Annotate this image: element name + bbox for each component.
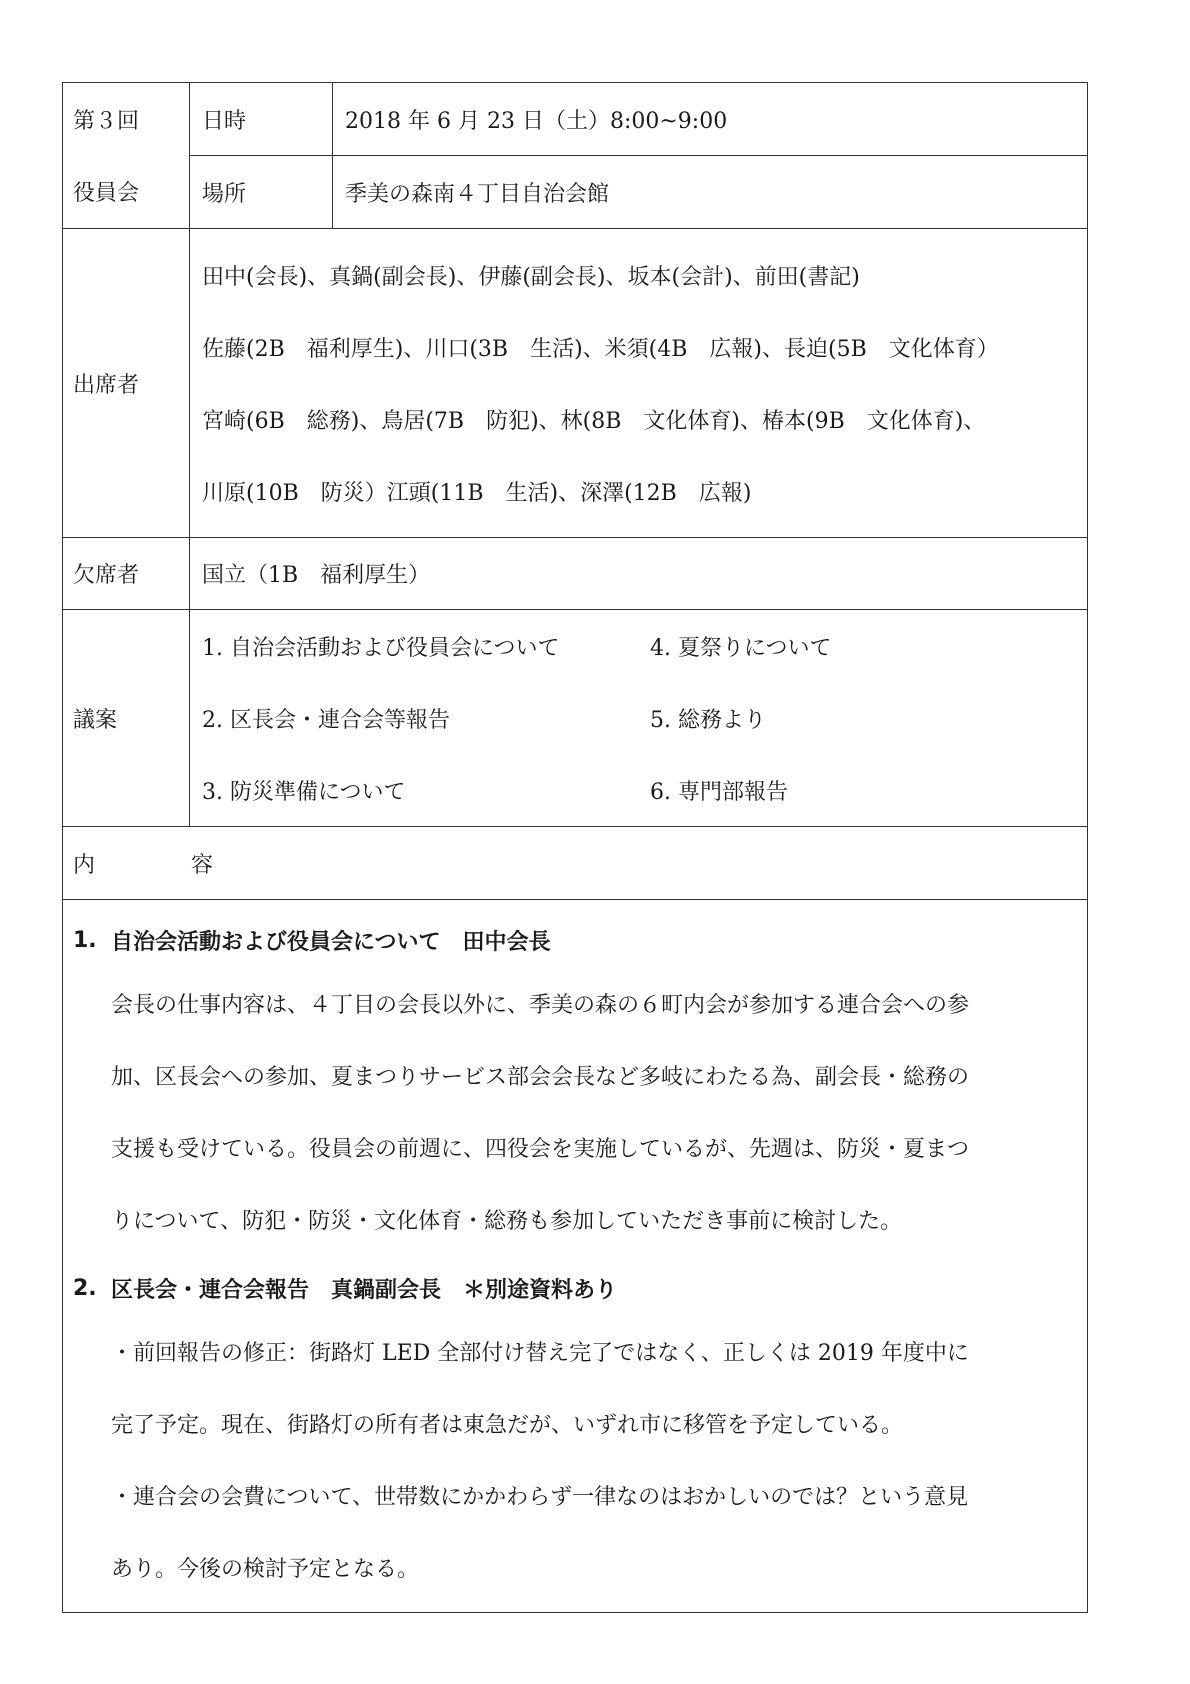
header-block	[63, 83, 1087, 228]
content-header-row	[63, 826, 1087, 899]
meeting-number: 第３回	[73, 108, 140, 134]
date-label: 日時	[190, 83, 333, 155]
body-line: 完了予定。現在、街路灯の所有者は東急だが、いずれ市に移管を予定している。	[111, 1413, 904, 1438]
body-line: ・連合会の会費について、世帯数にかかわらず一律なのはおかしいのでは？という意見	[111, 1485, 969, 1510]
content-header-right: 容	[191, 852, 214, 878]
absentees-label: 欠席者	[63, 538, 190, 609]
agenda-row	[63, 609, 1087, 826]
section-1-title	[73, 910, 969, 970]
place-row	[190, 155, 1087, 228]
body-line: あり。今後の検討予定となる。	[111, 1557, 420, 1582]
agenda-item: 1. 自治会活動および役員会について	[202, 635, 560, 661]
content-body	[63, 900, 983, 1612]
meeting-name: 役員会	[73, 180, 140, 206]
section-heading: 自治会活動および役員会について 田中会長	[111, 929, 551, 955]
minutes-table	[62, 82, 1088, 1613]
agenda-item: 4. 夏祭りについて	[650, 635, 832, 661]
body-line: 会長の仕事内容は、４丁目の会長以外に、季美の森の６町内会が参加する連合会への参	[111, 993, 970, 1018]
body-line: 支援も受けている。役員会の前週に、四役会を実施しているが、先週は、防災・夏まつ	[111, 1137, 970, 1162]
section-2-body	[73, 1318, 969, 1606]
section-number: 2.	[73, 1275, 97, 1301]
section-2-title	[73, 1258, 969, 1318]
section-heading: 区長会・連合会報告 真鍋副会長 ＊別途資料あり	[111, 1277, 618, 1303]
date-place-cells	[190, 83, 1087, 228]
absentees-row	[63, 537, 1087, 609]
section-1-body	[73, 970, 969, 1258]
content-header	[63, 827, 213, 899]
date-value: 2018 年 6 月 23 日（土）8:00~9:00	[345, 108, 728, 134]
agenda-item: 2. 区長会・連合会等報告	[202, 707, 450, 733]
attendees-label: 出席者	[63, 229, 190, 537]
body-line: りについて、防犯・防災・文化体育・総務も参加していただき事前に検討した。	[111, 1209, 903, 1234]
content-header-left: 内	[73, 852, 96, 878]
attendees-list	[190, 229, 1087, 537]
agenda-label: 議案	[63, 610, 190, 826]
meeting-title-cell	[63, 83, 190, 228]
section-number: 1.	[73, 927, 97, 953]
attendees-line: 宮崎(6B 総務)、鳥居(7B 防犯)、林(8B 文化体育)、椿本(9B 文化体育)、	[202, 408, 986, 434]
absentees-value: 国立（1B 福利厚生）	[202, 563, 431, 588]
date-row	[190, 83, 1087, 155]
attendees-row	[63, 228, 1087, 537]
place-value: 季美の森南４丁目自治会館	[345, 181, 610, 207]
agenda-list	[190, 610, 1087, 826]
body-line: ・前回報告の修正：街路灯 LED 全部付け替え完了ではなく、正しくは 2019 年度中に	[111, 1341, 969, 1366]
agenda-item: 5. 総務より	[650, 707, 766, 733]
body-line: 加、区長会への参加、夏まつりサービス部会会長など多岐にわたる為、副会長・総務の	[111, 1065, 970, 1090]
attendees-line: 佐藤(2B 福利厚生)、川口(3B 生活)、米須(4B 広報)、長迫(5B 文化体育）	[202, 336, 999, 362]
agenda-item: 6. 専門部報告	[650, 779, 788, 805]
attendees-line: 川原(10B 防災）江頭(11B 生活)、深澤(12B 広報)	[202, 480, 752, 506]
attendees-line: 田中(会長)、真鍋(副会長)、伊藤(副会長)、坂本(会計)、前田(書記)	[202, 264, 860, 290]
place-label: 場所	[190, 156, 333, 228]
agenda-item: 3. 防災準備について	[202, 779, 406, 805]
content-body-row	[63, 899, 1087, 1612]
